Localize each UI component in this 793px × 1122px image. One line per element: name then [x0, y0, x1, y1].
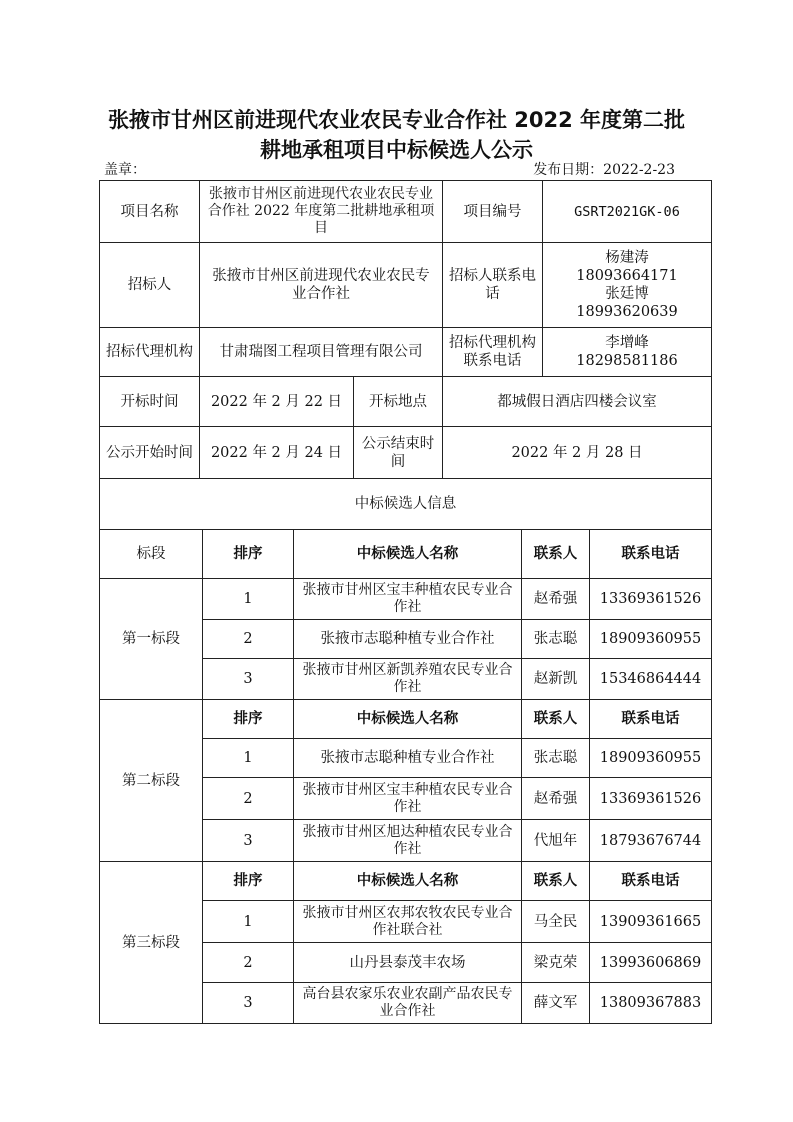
lot-2-row-2-name: 张掖市甘州区宝丰种植农民专业合作社 — [293, 777, 522, 820]
tenderer-contact-phone-2: 18993620639 — [576, 304, 678, 320]
project-name-label: 项目名称 — [99, 180, 200, 243]
lot-1-row-2-rank: 2 — [202, 619, 294, 659]
open-time: 2022 年 2 月 22 日 — [199, 376, 354, 427]
lot-2-row-2-contact: 赵希强 — [521, 777, 590, 820]
open-place-label: 开标地点 — [353, 376, 443, 427]
lot-2-header-contact: 联系人 — [521, 699, 590, 739]
lot-2-row-2-rank: 2 — [202, 777, 294, 820]
lot-3-row-1-name: 张掖市甘州区农邦农牧农民专业合作社联合社 — [293, 900, 522, 943]
tenderer-contact-person-1: 杨建涛 — [605, 250, 649, 266]
lot-2-row-1-contact: 张志聪 — [521, 738, 590, 778]
lot-2-row-3-rank: 3 — [202, 819, 294, 862]
lot-2-label: 第二标段 — [99, 699, 203, 862]
header-rank: 排序 — [202, 529, 294, 579]
lot-1-row-1-name: 张掖市甘州区宝丰种植农民专业合作社 — [293, 578, 522, 620]
document-title-line-1: 张掖市甘州区前进现代农业农民专业合作社 2022 年度第二批 — [107, 108, 686, 132]
lot-2-row-3-contact: 代旭年 — [521, 819, 590, 862]
document-title-line-2: 耕地承租项目中标候选人公示 — [260, 138, 533, 162]
lot-3-header-rank: 排序 — [202, 861, 294, 901]
lot-2-header-name: 中标候选人名称 — [293, 699, 522, 739]
lot-2-row-3-name: 张掖市甘州区旭达种植农民专业合作社 — [293, 819, 522, 862]
tenderer: 张掖市甘州区前进现代农业农民专业合作社 — [199, 242, 443, 328]
agency: 甘肃瑞图工程项目管理有限公司 — [199, 327, 443, 377]
lot-2-row-1-phone: 18909360955 — [589, 738, 712, 778]
project-no-label: 项目编号 — [442, 180, 543, 243]
lot-2-header-phone: 联系电话 — [589, 699, 712, 739]
tenderer-contact-label: 招标人联系电话 — [442, 242, 543, 328]
lot-1-row-2-name: 张掖市志聪种植专业合作社 — [293, 619, 522, 659]
lot-3-row-2-name: 山丹县泰茂丰农场 — [293, 942, 522, 983]
lot-1-row-3-phone: 15346864444 — [589, 658, 712, 700]
open-place: 都城假日酒店四楼会议室 — [442, 376, 712, 427]
lot-1-row-3-rank: 3 — [202, 658, 294, 700]
project-no: GSRT2021GK-06 — [542, 180, 712, 243]
tenderer-label: 招标人 — [99, 242, 200, 328]
lot-3-header-phone: 联系电话 — [589, 861, 712, 901]
agency-contact-person: 李增峰 — [605, 335, 649, 351]
agency-contacts — [542, 327, 712, 377]
lot-2-row-2-phone: 13369361526 — [589, 777, 712, 820]
lot-1-row-2-phone: 18909360955 — [589, 619, 712, 659]
lot-3-row-1-rank: 1 — [202, 900, 294, 943]
lot-1-row-1-contact: 赵希强 — [521, 578, 590, 620]
header-name: 中标候选人名称 — [293, 529, 522, 579]
agency-contact-label: 招标代理机构联系电话 — [442, 327, 543, 377]
lot-3-row-2-rank: 2 — [202, 942, 294, 983]
lot-1-label: 第一标段 — [99, 578, 203, 700]
lot-3-row-1-contact: 马全民 — [521, 900, 590, 943]
lot-1-row-1-phone: 13369361526 — [589, 578, 712, 620]
open-time-label: 开标时间 — [99, 376, 200, 427]
lot-1-row-3-name: 张掖市甘州区新凯养殖农民专业合作社 — [293, 658, 522, 700]
notice-end: 2022 年 2 月 28 日 — [442, 426, 712, 479]
lot-2-row-1-rank: 1 — [202, 738, 294, 778]
project-name: 张掖市甘州区前进现代农业农民专业合作社 2022 年度第二批耕地承租项目 — [199, 180, 443, 243]
lot-2-row-3-phone: 18793676744 — [589, 819, 712, 862]
lot-1-row-3-contact: 赵新凯 — [521, 658, 590, 700]
lot-1-row-2-contact: 张志聪 — [521, 619, 590, 659]
lot-3-row-3-rank: 3 — [202, 982, 294, 1024]
lot-3-header-contact: 联系人 — [521, 861, 590, 901]
notice-start-label: 公示开始时间 — [99, 426, 200, 479]
header-lot: 标段 — [99, 529, 203, 579]
lot-3-row-3-phone: 13809367883 — [589, 982, 712, 1024]
notice-end-label: 公示结束时间 — [353, 426, 443, 479]
publish-date: 发布日期：2022-2-23 — [533, 162, 675, 178]
lot-3-row-1-phone: 13909361665 — [589, 900, 712, 943]
lot-2-row-1-name: 张掖市志聪种植专业合作社 — [293, 738, 522, 778]
lot-3-row-2-contact: 梁克荣 — [521, 942, 590, 983]
seal-label: 盖章： — [104, 162, 146, 178]
lot-3-header-name: 中标候选人名称 — [293, 861, 522, 901]
tenderer-contact-person-2: 张廷博 — [605, 286, 649, 302]
lot-3-row-3-name: 高台县农家乐农业农副产品农民专业合作社 — [293, 982, 522, 1024]
notice-start: 2022 年 2 月 24 日 — [199, 426, 354, 479]
lot-3-row-2-phone: 13993606869 — [589, 942, 712, 983]
header-contact: 联系人 — [521, 529, 590, 579]
agency-contact-phone: 18298581186 — [576, 353, 678, 369]
lot-3-row-3-contact: 薛文军 — [521, 982, 590, 1024]
header-phone: 联系电话 — [589, 529, 712, 579]
tenderer-contact-phone-1: 18093664171 — [576, 268, 678, 284]
tenderer-contacts — [542, 242, 712, 328]
lot-3-label: 第三标段 — [99, 861, 203, 1024]
agency-label: 招标代理机构 — [99, 327, 200, 377]
lot-1-row-1-rank: 1 — [202, 578, 294, 620]
section-title: 中标候选人信息 — [99, 478, 712, 530]
lot-2-header-rank: 排序 — [202, 699, 294, 739]
